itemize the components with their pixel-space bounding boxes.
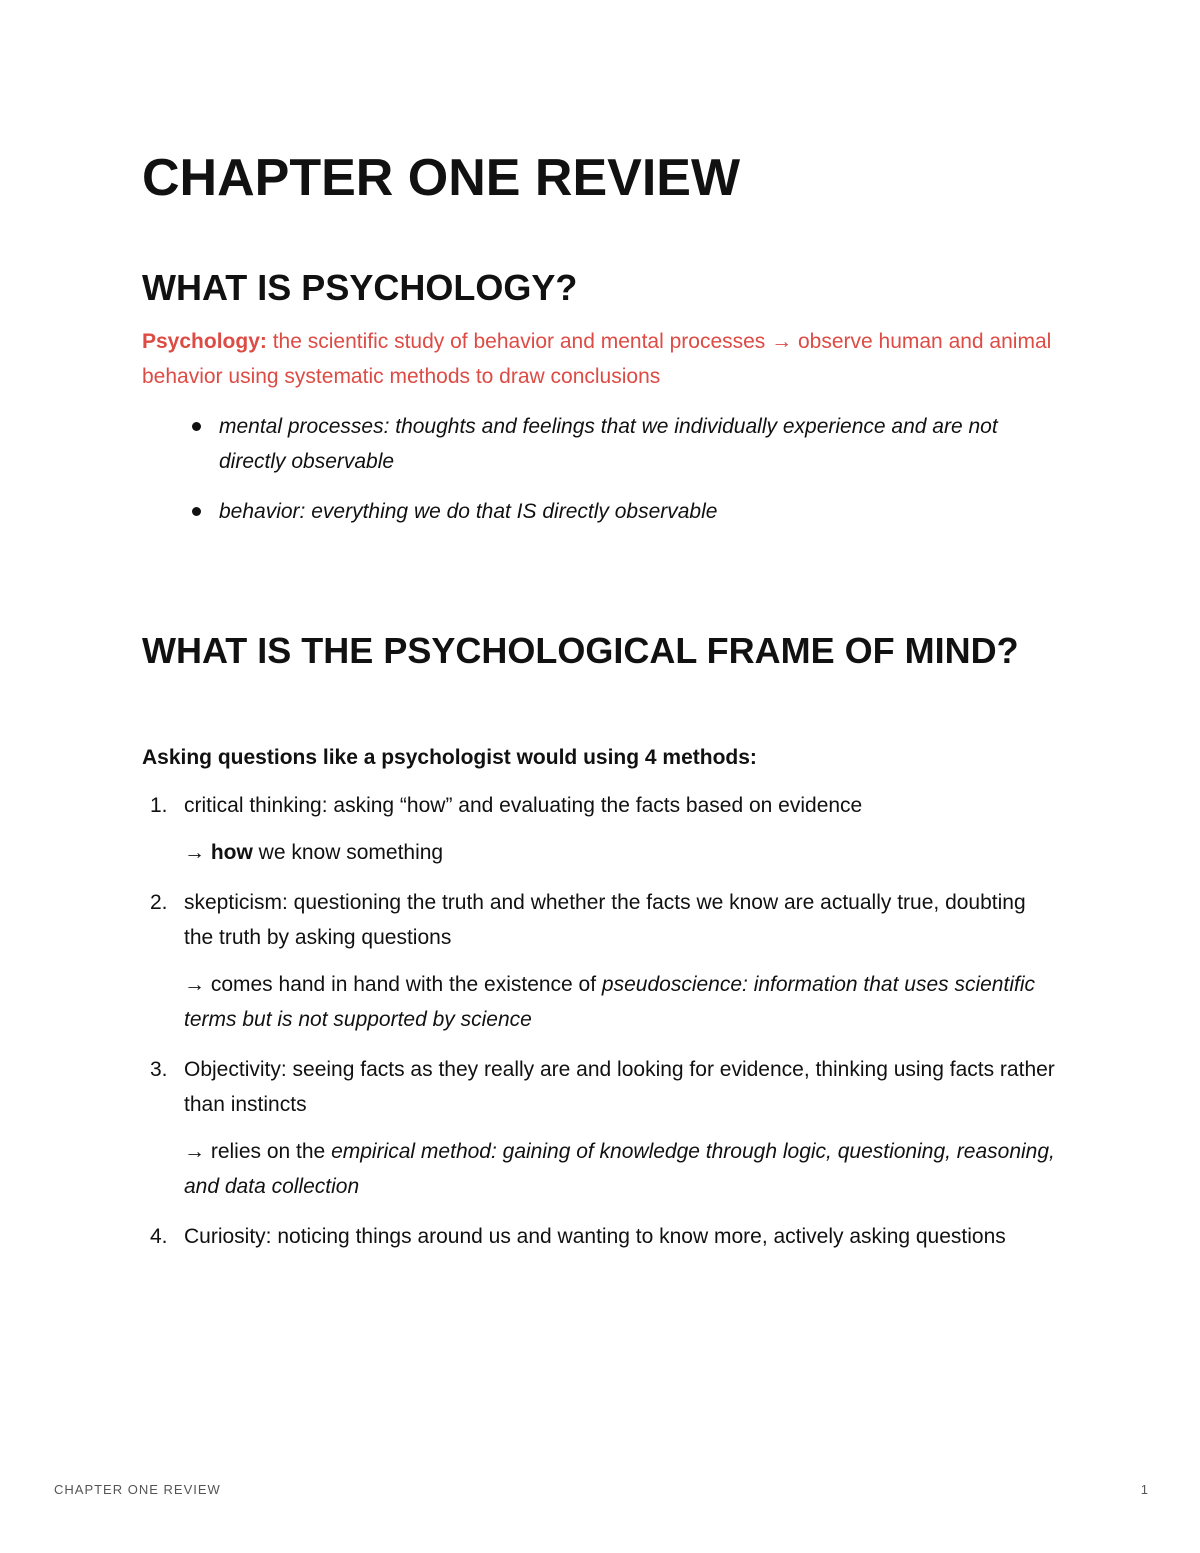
list-item (142, 1052, 1057, 1204)
list-item (142, 885, 1057, 1037)
bullet-icon (192, 422, 201, 431)
italic-text: pseudoscience: information that uses scientific terms but is not supported by science (184, 973, 1035, 1031)
method-text: skepticism: questioning the truth and whether the facts we know are actually true, doubting the truth by asking questions (184, 891, 1026, 949)
arrow-text: → (184, 841, 211, 864)
note-text: → relies on the (184, 1140, 332, 1163)
bullet-text: mental processes: thoughts and feelings that we individually experience and are not directly observable (219, 415, 998, 473)
list-number: 4. (150, 1225, 168, 1248)
bullet-text: behavior: everything we do that IS directly observable (219, 500, 718, 523)
list-number: 3. (150, 1058, 168, 1081)
list-item (142, 1219, 1057, 1254)
method-text: Objectivity: seeing facts as they really are and looking for evidence, thinking using facts rather than instincts (184, 1058, 1055, 1116)
method-text: Curiosity: noticing things around us and wanting to know more, actively asking questions (184, 1225, 1006, 1248)
bold-text: how (210, 841, 253, 864)
footer-title: CHAPTER ONE REVIEW (54, 1482, 221, 1497)
method-note (184, 835, 1057, 870)
note-text: we know something (252, 841, 444, 864)
list-number: 2. (150, 891, 168, 914)
section-heading-frame-of-mind: WHAT IS THE PSYCHOLOGICAL FRAME OF MIND? (142, 630, 1019, 671)
list-item (142, 494, 1057, 529)
psychology-definition (142, 324, 1052, 394)
page-number: 1 (1140, 1482, 1148, 1497)
method-text: critical thinking: asking “how” and evaluating the facts based on evidence (184, 794, 863, 817)
psychology-bullet-list (142, 409, 1057, 544)
bullet-icon (192, 507, 201, 516)
method-note (184, 967, 1057, 1037)
list-number: 1. (150, 794, 168, 817)
methods-lead: Asking questions like a psychologist would using 4 methods: (142, 746, 757, 769)
definition-term: Psychology: (142, 330, 267, 353)
note-text: → comes hand in hand with the existence of (184, 973, 602, 996)
document-title: CHAPTER ONE REVIEW (142, 149, 741, 207)
methods-list (142, 788, 1057, 1269)
section-heading-what-is-psychology: WHAT IS PSYCHOLOGY? (142, 267, 578, 308)
method-note (184, 1134, 1057, 1204)
italic-text: empirical method: gaining of knowledge through logic, questioning, reasoning, and data collection (184, 1140, 1055, 1198)
list-item (142, 788, 1057, 870)
definition-text: the scientific study of behavior and mental processes → observe human and animal behavior using systematic methods to draw conclusions (142, 330, 1052, 388)
list-item (142, 409, 1057, 479)
